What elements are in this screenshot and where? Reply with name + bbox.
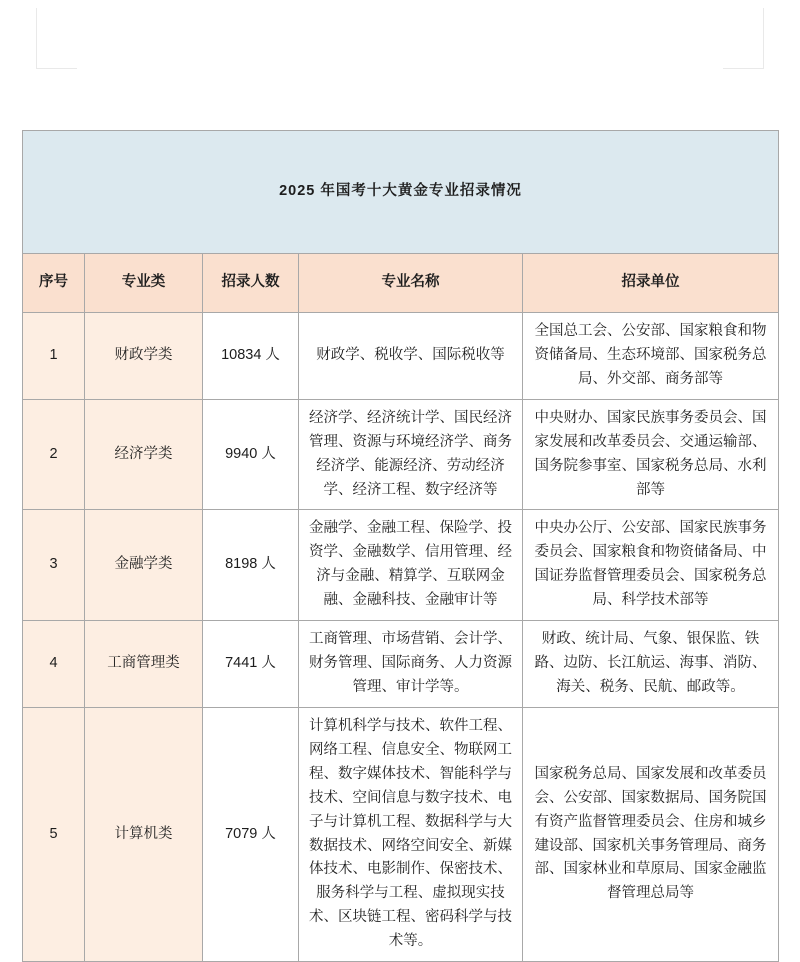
document-body (22, 130, 778, 962)
table-row (23, 399, 779, 510)
column-header-count: 招录人数 (203, 254, 299, 313)
row-no: 3 (23, 510, 85, 621)
table-row (23, 510, 779, 621)
row-category: 计算机类 (85, 707, 203, 961)
row-orgs: 全国总工会、公安部、国家粮食和物资储备局、生态环境部、国家税务总局、外交部、商务部等 (523, 313, 779, 400)
row-category: 金融学类 (85, 510, 203, 621)
row-count: 9940 人 (203, 399, 299, 510)
row-no: 4 (23, 621, 85, 708)
row-orgs: 财政、统计局、气象、银保监、铁路、边防、长江航运、海事、消防、海关、税务、民航、邮政等。 (523, 621, 779, 708)
row-orgs: 中央办公厅、公安部、国家民族事务委员会、国家粮食和物资储备局、中国证券监督管理委员会、国家税务总局、科学技术部等 (523, 510, 779, 621)
table-row (23, 707, 779, 961)
column-header-no: 序号 (23, 254, 85, 313)
row-count: 10834 人 (203, 313, 299, 400)
page-title: 2025 年国考十大黄金专业招录情况 (23, 131, 779, 254)
column-header-category: 专业类 (85, 254, 203, 313)
row-orgs: 中央财办、国家民族事务委员会、国家发展和改革委员会、交通运输部、国务院参事室、国家税务总局、水利部等 (523, 399, 779, 510)
column-header-orgs: 招录单位 (523, 254, 779, 313)
row-no: 2 (23, 399, 85, 510)
row-majors: 计算机科学与技术、软件工程、网络工程、信息安全、物联网工程、数字媒体技术、智能科学与技术、空间信息与数字技术、电子与计算机工程、数据科学与大数据技术、网络空间安全、新媒体技术、电影制作、保密技术、服务科学与工程、虚拟现实技术、区块链工程、密码科学与技术等。 (299, 707, 523, 961)
row-no: 5 (23, 707, 85, 961)
row-no: 1 (23, 313, 85, 400)
table-row (23, 621, 779, 708)
row-count: 8198 人 (203, 510, 299, 621)
page-guide-top-right (723, 8, 764, 69)
column-header-majors: 专业名称 (299, 254, 523, 313)
table-row (23, 313, 779, 400)
row-majors: 工商管理、市场营销、会计学、财务管理、国际商务、人力资源管理、审计学等。 (299, 621, 523, 708)
page-guide-top-left (36, 8, 77, 69)
row-category: 财政学类 (85, 313, 203, 400)
row-category: 经济学类 (85, 399, 203, 510)
row-count: 7441 人 (203, 621, 299, 708)
row-orgs: 国家税务总局、国家发展和改革委员会、公安部、国家数据局、国务院国有资产监督管理委员会、住房和城乡建设部、国家机关事务管理局、商务部、国家林业和草原局、国家金融监督管理总局等 (523, 707, 779, 961)
table-header-row (23, 254, 779, 313)
row-category: 工商管理类 (85, 621, 203, 708)
row-count: 7079 人 (203, 707, 299, 961)
row-majors: 财政学、税收学、国际税收等 (299, 313, 523, 400)
row-majors: 金融学、金融工程、保险学、投资学、金融数学、信用管理、经济与金融、精算学、互联网金融、金融科技、金融审计等 (299, 510, 523, 621)
recruitment-table (22, 130, 779, 962)
table-title-row (23, 131, 779, 254)
row-majors: 经济学、经济统计学、国民经济管理、资源与环境经济学、商务经济学、能源经济、劳动经济学、经济工程、数字经济等 (299, 399, 523, 510)
